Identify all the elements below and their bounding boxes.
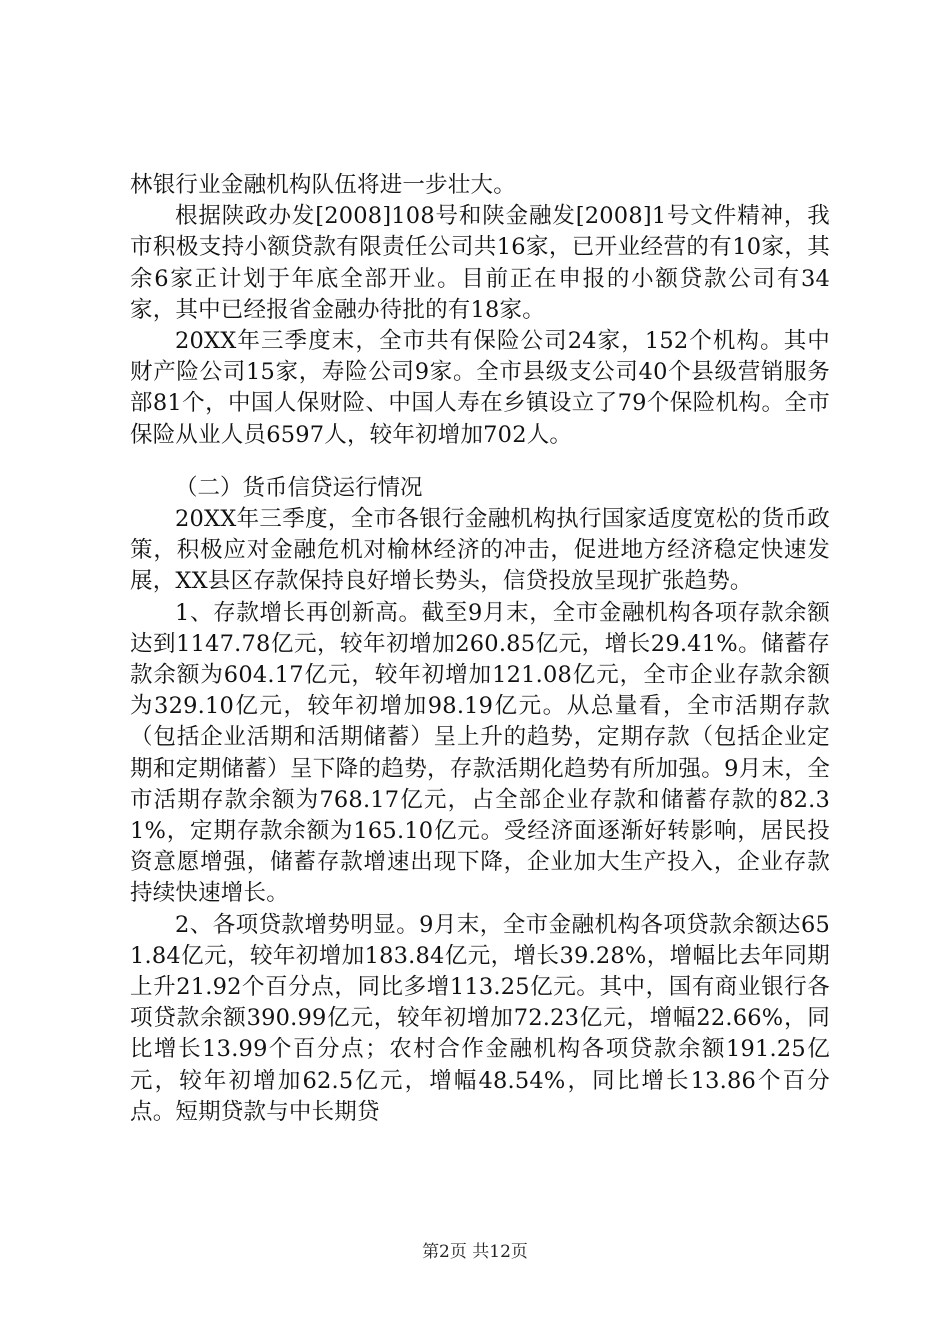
paragraph-overview: 20XX年三季度，全市各银行金融机构执行国家适度宽松的货币政策，积极应对金融危机对榆林经济的冲击，促进地方经济稳定快速发展，XX县区存款保持良好增长势头，信贷投放呈现扩张趋势。	[130, 506, 830, 595]
paragraph-deposits: 1、存款增长再创新高。截至9月末，全市金融机构各项存款余额达到1147.78亿元，较年初增加260.85亿元，增长29.41%。储蓄存款余额为604.17亿元，较年初增加121.08亿元，全市企业存款余额为329.10亿元，较年初增加98.19亿元。从总量看，全市活期存款（包括企业活期和活期储蓄）呈上升的趋势，定期存款（包括企业定期和定期储蓄）呈下降的趋势，存款活期化趋势有所加强。9月末，全市活期存款余额为768.17亿元，占全部企业存款和储蓄存款的82.31%，定期存款余额为165.10亿元。受经济面逐渐好转影响，居民投资意愿增强，储蓄存款增速出现下降，企业加大生产投入，企业存款持续快速增长。	[130, 599, 830, 907]
paragraph-loans: 2、各项贷款增势明显。9月末，全市金融机构各项贷款余额达651.84亿元，较年初增加183.84亿元，增长39.28%，增幅比去年同期上升21.92个百分点，同比多增113.25亿元。其中，国有商业银行各项贷款余额390.99亿元，较年初增加72.23亿元，增幅22.66%，同比增长13.99个百分点；农村合作金融机构各项贷款余额191.25亿元，较年初增加62.5亿元，增幅48.54%，同比增长13.86个百分点。短期贷款与中长期贷	[130, 911, 830, 1125]
paragraph-microloan: 根据陕政办发[2008]108号和陕金融发[2008]1号文件精神，我市积极支持小额贷款有限责任公司共16家，已开业经营的有10家，其余6家正计划于年底全部开业。目前正在申报的小额贷款公司有34家，其中已经报省金融办待批的有18家。	[130, 203, 830, 323]
paragraph-insurance: 20XX年三季度末，全市共有保险公司24家，152个机构。其中财产险公司15家，寿险公司9家。全市县级支公司40个县级营销服务部81个，中国人保财险、中国人寿在乡镇设立了79个保险机构。全市保险从业人员6597人，较年初增加702人。	[130, 328, 830, 448]
paragraph-continuation: 林银行业金融机构队伍将进一步壮大。	[130, 172, 516, 198]
document-body	[130, 170, 830, 1128]
page-number: 第2页 共12页	[422, 1242, 528, 1262]
section-heading-monetary-credit: （二）货币信贷运行情况	[175, 474, 423, 501]
